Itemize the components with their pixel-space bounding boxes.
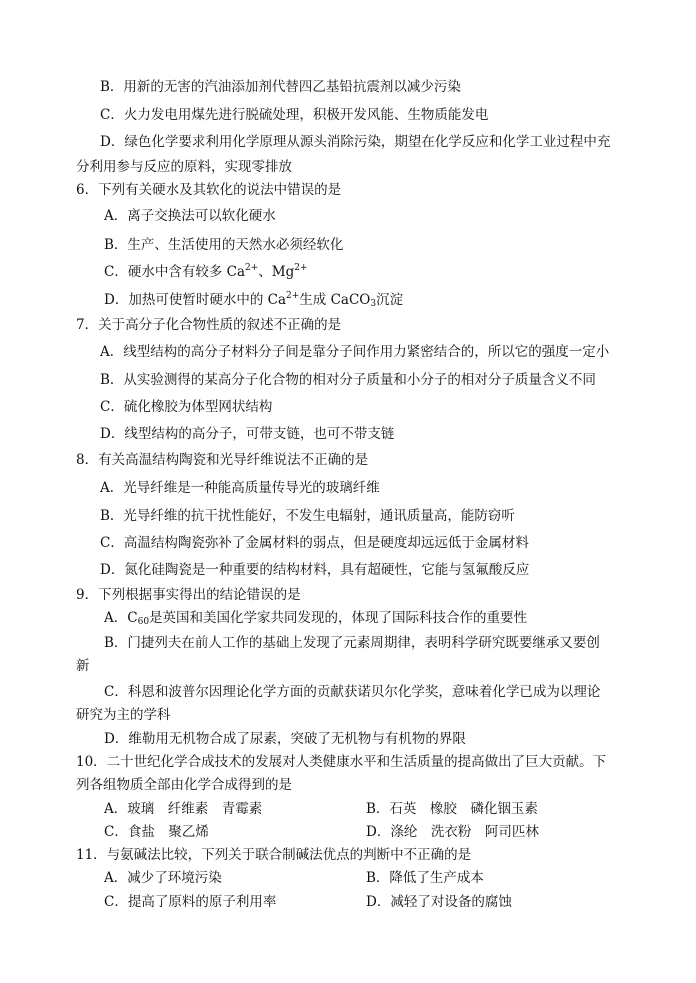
q11-option-d: D．减轻了对设备的腐蚀 — [366, 894, 512, 910]
q11-option-c: C．提高了原料的原子利用率 — [104, 894, 277, 910]
q8-option-b: B．光导纤维的抗干扰性能好，不发生电辐射，通讯质量高，能防窃听 — [100, 508, 515, 524]
q11-option-a: A．减少了环境污染 — [104, 870, 222, 886]
q6-option-d — [104, 290, 403, 310]
q7-stem: 7．关于高分子化合物性质的叙述不正确的是 — [76, 317, 342, 333]
q9-stem: 9．下列根据事实得出的结论错误的是 — [76, 587, 301, 603]
q5-option-d-line1: D．绿色化学要求利用化学原理从源头消除污染，期望在化学反应和化学工业过程中充 — [100, 134, 611, 150]
q8-stem: 8．有关高温结构陶瓷和光导纤维说法不正确的是 — [76, 452, 369, 468]
subscript: 3 — [370, 299, 377, 309]
q9-option-b-line2: 新 — [76, 658, 90, 674]
q7-option-a: A．线型结构的高分子材料分子间是靠分子间作用力紧密结合的，所以它的强度一定小 — [100, 344, 610, 360]
q10-stem-line1: 10．二十世纪化学合成技术的发展对人类健康水平和生活质量的提高做出了巨大贡献。下 — [76, 754, 607, 770]
q9-option-b-line1: B．门捷列夫在前人工作的基础上发现了元素周期律，表明科学研究既要继承又要创 — [104, 635, 600, 651]
q9-option-c-line2: 研究为主的学科 — [76, 707, 171, 723]
q9-option-a-text-rest: 是英国和美国化学家共同发现的，体现了国际科技合作的重要性 — [149, 610, 528, 626]
q11-option-b: B．降低了生产成本 — [366, 870, 484, 886]
q10-option-d: D．涤纶 洗衣粉 阿司匹林 — [366, 824, 539, 840]
q9-option-a — [104, 608, 527, 628]
q5-option-c: C．火力发电用煤先进行脱硫处理，积极开发风能、生物质能发电 — [100, 107, 489, 123]
q6-option-b: B．生产、生活使用的天然水必须经软化 — [104, 237, 344, 253]
q6-option-c-text: C．硬水中含有较多 Ca — [104, 264, 245, 280]
q6-option-c — [104, 262, 308, 282]
q10-stem-line2: 列各组物质全部由化学合成得到的是 — [76, 777, 292, 793]
superscript: 2+ — [245, 263, 259, 273]
q9-option-c-line1: C．科恩和波普尔因理论化学方面的贡献获诺贝尔化学奖，意味着化学已成为以理论 — [104, 684, 601, 700]
q10-option-c: C．食盐 聚乙烯 — [104, 824, 209, 840]
q7-option-d: D．线型结构的高分子，可带支链，也可不带支链 — [100, 426, 395, 442]
superscript: 2+ — [286, 291, 300, 301]
q6-option-d-text-mid: 生成 CaCO — [299, 292, 371, 308]
q5-option-d-line2: 分利用参与反应的原料，实现零排放 — [76, 159, 292, 175]
q7-option-c: C．硫化橡胶为体型网状结构 — [100, 399, 273, 415]
q11-stem: 11．与氨碱法比较，下列关于联合制碱法优点的判断中不正确的是 — [76, 847, 472, 863]
q5-option-b: B．用新的无害的汽油添加剂代替四乙基铅抗震剂以减少污染 — [100, 79, 461, 95]
q10-option-a: A．玻璃 纤维素 青霉素 — [104, 801, 263, 817]
q6-option-a: A．离子交换法可以软化硬水 — [104, 208, 276, 224]
q6-option-d-text: D．加热可使暂时硬水中的 Ca — [104, 292, 286, 308]
q6-stem: 6．下列有关硬水及其软化的说法中错误的是 — [76, 182, 342, 198]
q6-option-c-text-mid: 、Mg — [258, 264, 295, 280]
q8-option-a: A．光导纤维是一种能高质量传导光的玻璃纤维 — [100, 480, 380, 496]
q9-option-a-text: A．C — [104, 610, 138, 626]
q6-option-d-text-end: 沉淀 — [376, 292, 404, 308]
q10-option-b: B．石英 橡胶 磷化铟玉素 — [366, 801, 538, 817]
q8-option-c: C．高温结构陶瓷弥补了金属材料的弱点，但是硬度却远远低于金属材料 — [100, 535, 529, 551]
q7-option-b: B．从实验测得的某高分子化合物的相对分子质量和小分子的相对分子质量含义不同 — [100, 372, 596, 388]
superscript: 2+ — [294, 263, 308, 273]
q8-option-d: D．氮化硅陶瓷是一种重要的结构材料，具有超硬性，它能与氢氟酸反应 — [100, 562, 530, 578]
q9-option-d: D．维勒用无机物合成了尿素，突破了无机物与有机物的界限 — [104, 731, 466, 747]
subscript: 60 — [137, 617, 150, 627]
